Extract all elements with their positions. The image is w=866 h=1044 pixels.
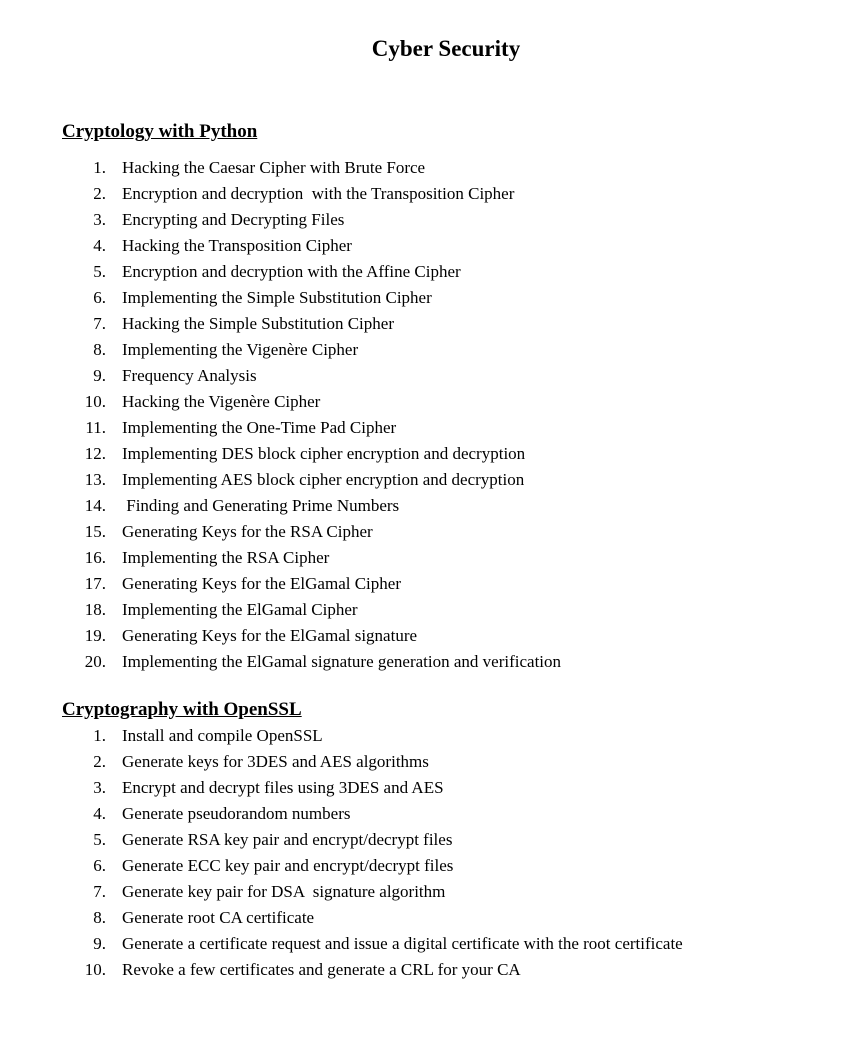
list-item-text: Frequency Analysis [122,366,257,385]
list-item-text: Implementing AES block cipher encryption and decryption [122,470,525,489]
list-item [62,415,830,441]
list-item [62,957,830,983]
list-item-text: Generating Keys for the ElGamal Cipher [122,574,401,593]
list-item [62,775,830,801]
list-item-number: 12. [84,444,106,463]
list-item [62,493,830,519]
list-item [62,801,830,827]
list-item-text: Revoke a few certificates and generate a CRL for your CA [122,960,521,979]
list-item-number: 13. [84,470,106,489]
list-item-text: Generate a certificate request and issue a digital certificate with the root certificate [122,934,683,953]
list-item-text: Encryption and decryption with the Transposition Cipher [122,184,515,203]
list-item-number: 9. [93,934,106,953]
list-item [62,623,830,649]
list-item-number: 8. [93,340,106,359]
list-item-text: Generate ECC key pair and encrypt/decrypt files [122,856,454,875]
list-item [62,749,830,775]
list-item-number: 5. [93,830,106,849]
list-item-number: 1. [93,726,106,745]
list-item [62,597,830,623]
list-item-number: 10. [84,960,106,979]
list-item [62,467,830,493]
list-item-text: Implementing DES block cipher encryption and decryption [122,444,526,463]
list-item-text: Encrypting and Decrypting Files [122,210,345,229]
list-item-text: Finding and Generating Prime Numbers [122,496,400,515]
list-item-number: 11. [85,418,106,437]
list-item [62,879,830,905]
list-item-number: 17. [84,574,106,593]
list-item-text: Hacking the Simple Substitution Cipher [122,314,394,333]
list-item-number: 14. [84,496,106,515]
list-item [62,519,830,545]
list-item-number: 7. [93,882,106,901]
list-item [62,155,830,181]
list-item-text: Implementing the Simple Substitution Cipher [122,288,432,307]
document-title: Cyber Security [371,36,521,61]
section-heading-cryptology-with-python: Cryptology with Python [62,121,258,142]
list-item-number: 4. [93,804,106,823]
list-item-number: 19. [84,626,106,645]
list-item [62,441,830,467]
list-item-text: Hacking the Vigenère Cipher [122,392,321,411]
list-item [62,233,830,259]
cryptography-with-openssl-list [62,723,830,983]
list-item-number: 7. [93,314,106,333]
list-item-text: Generate pseudorandom numbers [122,804,351,823]
list-item [62,853,830,879]
list-item-number: 6. [93,288,106,307]
list-item-number: 8. [93,908,106,927]
list-item-number: 9. [93,366,106,385]
list-item-number: 3. [93,210,106,229]
list-item [62,649,830,675]
cryptology-with-python-list [62,155,830,675]
list-item-text: Implementing the RSA Cipher [122,548,330,567]
list-item-text: Generate keys for 3DES and AES algorithms [122,752,429,771]
list-item-text: Generate key pair for DSA signature algorithm [122,882,446,901]
list-item-text: Install and compile OpenSSL [122,726,323,745]
list-item [62,259,830,285]
list-item-number: 16. [84,548,106,567]
list-item-number: 2. [93,752,106,771]
list-item [62,905,830,931]
list-item [62,181,830,207]
list-item-number: 15. [84,522,106,541]
list-item [62,723,830,749]
list-item [62,827,830,853]
section-heading-cryptography-with-openssl: Cryptography with OpenSSL [62,699,302,720]
list-item-text: Implementing the ElGamal signature generation and verification [122,652,562,671]
list-item [62,207,830,233]
list-item-number: 20. [84,652,106,671]
list-item-text: Implementing the Vigenère Cipher [122,340,359,359]
list-item-text: Generating Keys for the RSA Cipher [122,522,373,541]
list-item-number: 6. [93,856,106,875]
list-item-text: Generating Keys for the ElGamal signature [122,626,418,645]
list-item-text: Hacking the Transposition Cipher [122,236,352,255]
list-item-number: 4. [93,236,106,255]
list-item [62,389,830,415]
list-item [62,337,830,363]
list-item-number: 2. [93,184,106,203]
list-item [62,285,830,311]
list-item-text: Implementing the One-Time Pad Cipher [122,418,397,437]
list-item-number: 3. [93,778,106,797]
list-item-number: 5. [93,262,106,281]
list-item-text: Encryption and decryption with the Affine Cipher [122,262,461,281]
list-item-text: Hacking the Caesar Cipher with Brute Force [122,158,426,177]
list-item [62,311,830,337]
list-item-number: 1. [93,158,106,177]
list-item-text: Implementing the ElGamal Cipher [122,600,358,619]
list-item-text: Generate root CA certificate [122,908,315,927]
list-item [62,363,830,389]
list-item-number: 18. [84,600,106,619]
list-item [62,545,830,571]
list-item-text: Encrypt and decrypt files using 3DES and AES [122,778,444,797]
list-item [62,931,830,957]
list-item [62,571,830,597]
list-item-text: Generate RSA key pair and encrypt/decrypt files [122,830,453,849]
list-item-number: 10. [84,392,106,411]
